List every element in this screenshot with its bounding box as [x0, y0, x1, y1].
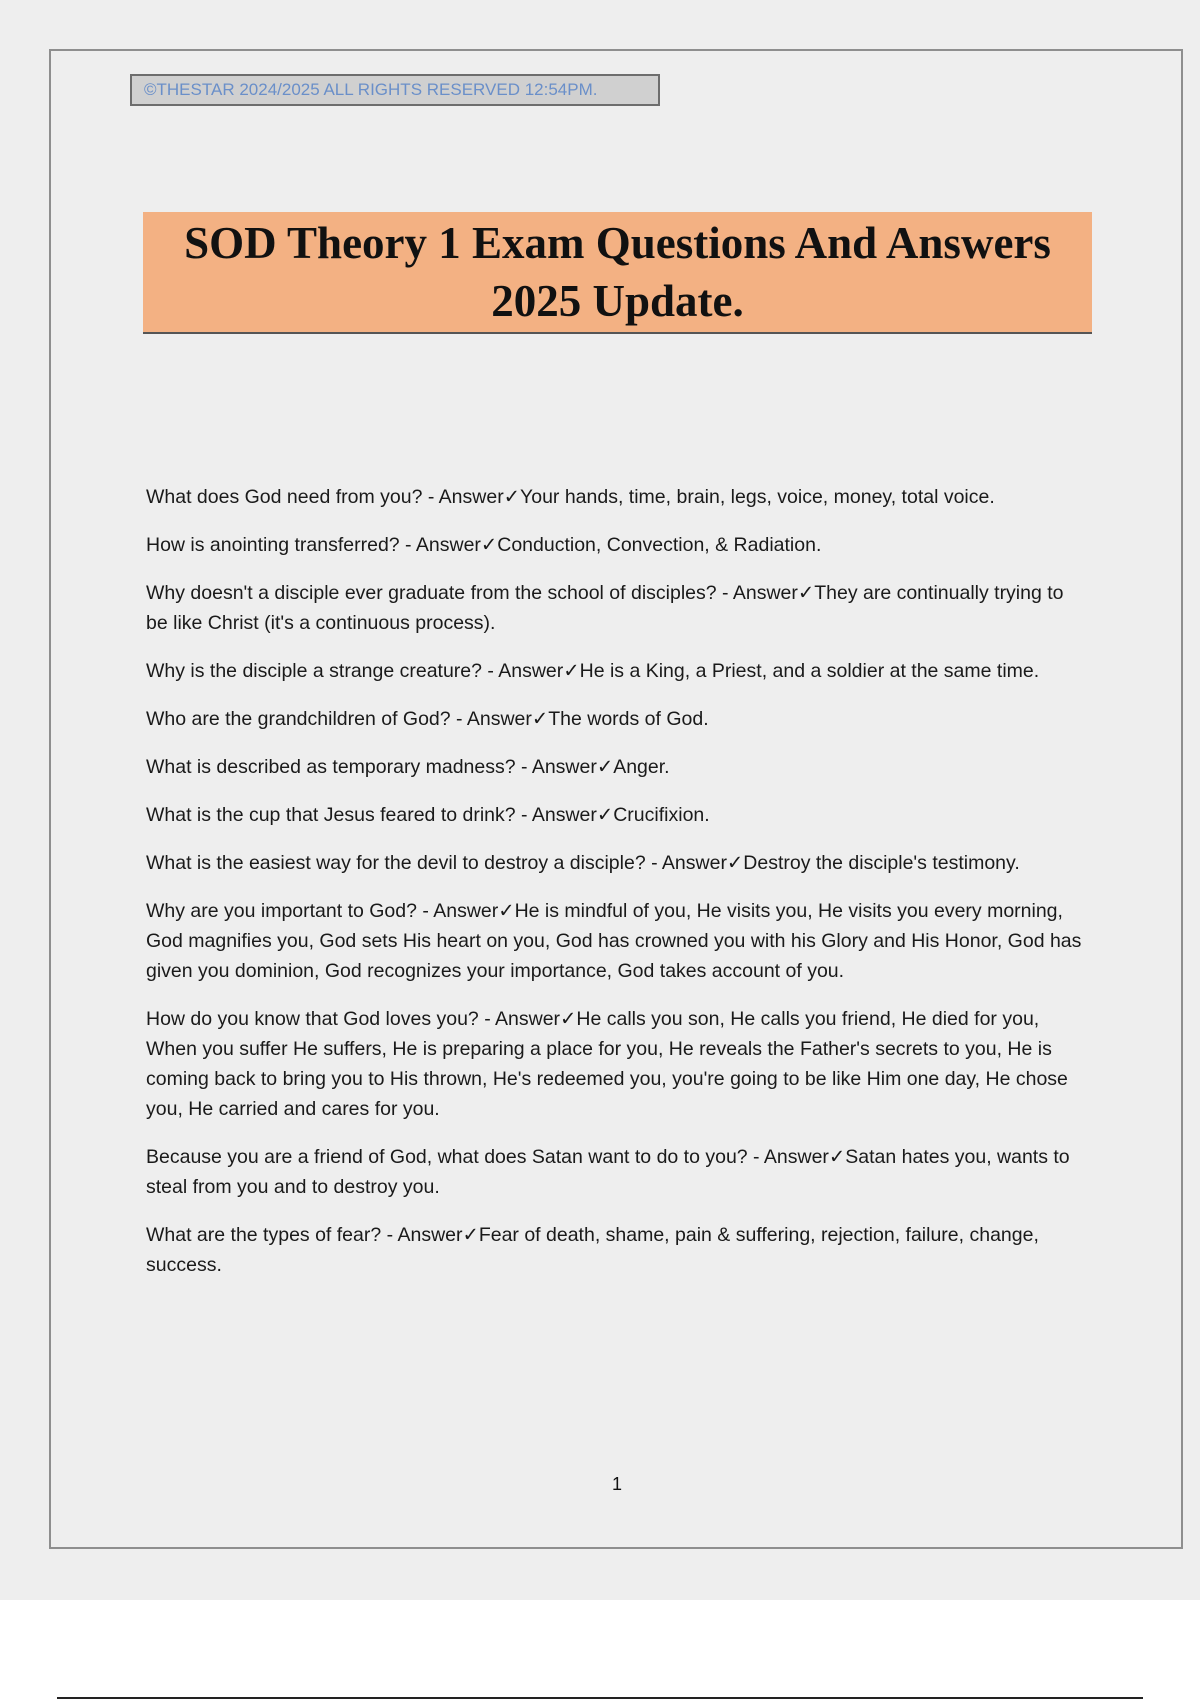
qa-item: Who are the grandchildren of God? - Answer✓The words of God. [146, 708, 709, 730]
qa-item: Because you are a friend of God, what does Satan want to do to you? - Answer✓Satan hates you, wants to steal from you and to destroy you. [146, 1146, 1070, 1198]
copyright-banner: ©THESTAR 2024/2025 ALL RIGHTS RESERVED 12:54PM. [130, 74, 660, 106]
qa-item: How is anointing transferred? - Answer✓Conduction, Convection, & Radiation. [146, 534, 822, 556]
qa-item: What are the types of fear? - Answer✓Fear of death, shame, pain & suffering, rejection, failure, change, success. [146, 1224, 1039, 1276]
qa-item: What does God need from you? - Answer✓Your hands, time, brain, legs, voice, money, total voice. [146, 486, 995, 508]
title-box [143, 212, 1092, 334]
title-line-2: 2025 Update. [491, 276, 744, 326]
qa-item: What is the easiest way for the devil to destroy a disciple? - Answer✓Destroy the disciple's testimony. [146, 852, 1020, 874]
qa-item: Why are you important to God? - Answer✓He is mindful of you, He visits you, He visits you every morning, God magnifies you, God sets His heart on you, God has crowned you with his Glory and His Honor, God has given you dominion, God recognizes your importance, God takes account of you. [146, 900, 1082, 982]
qa-list [146, 482, 1086, 1298]
qa-item: What is the cup that Jesus feared to drink? - Answer✓Crucifixion. [146, 804, 710, 826]
qa-item: How do you know that God loves you? - Answer✓He calls you son, He calls you friend, He died for you, When you suffer He suffers, He is preparing a place for you, He reveals the Father's secrets to you, He is coming back to bring you to His thrown, He's redeemed you, you're going to be like Him one day, He chose you, He carried and cares for you. [146, 1008, 1068, 1120]
page-number: 1 [611, 1474, 622, 1494]
page-title [184, 214, 1051, 330]
footer-divider [57, 1697, 1143, 1699]
qa-item: What is described as temporary madness? - Answer✓Anger. [146, 756, 670, 778]
qa-item: Why is the disciple a strange creature? - Answer✓He is a King, a Priest, and a soldier at the same time. [146, 660, 1040, 682]
title-line-1: SOD Theory 1 Exam Questions And Answers [184, 218, 1051, 268]
qa-item: Why doesn't a disciple ever graduate from the school of disciples? - Answer✓They are continually trying to be like Christ (it's a continuous process). [146, 582, 1064, 634]
